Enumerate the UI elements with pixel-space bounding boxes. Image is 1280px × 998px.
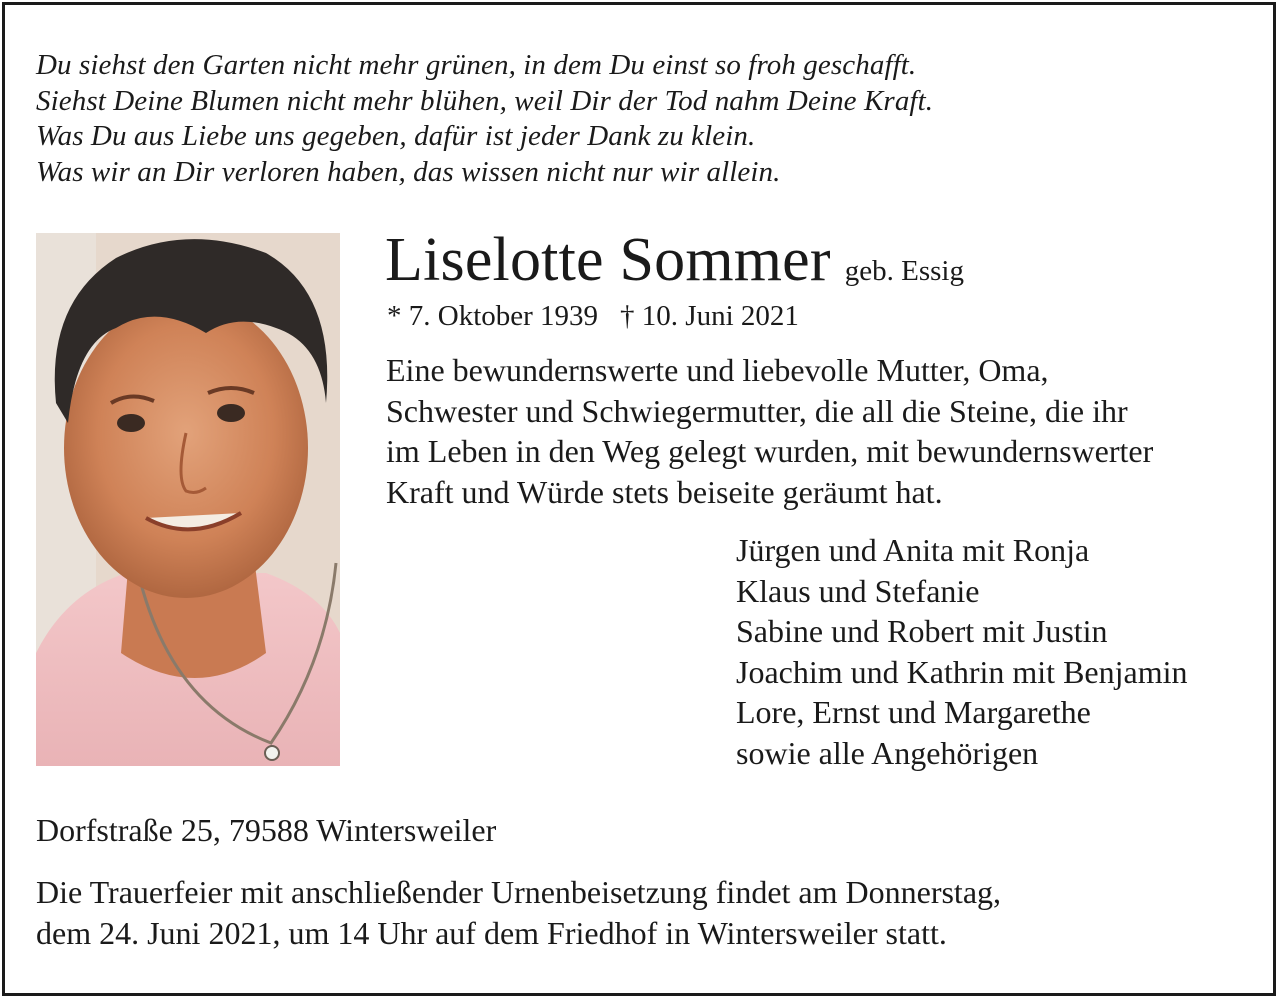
mourner-line: sowie alle Angehörigen: [736, 734, 1039, 771]
tribute-line: Kraft und Würde stets beiseite geräumt hat.: [386, 473, 943, 510]
poem-line: Siehst Deine Blumen nicht mehr blühen, weil Dir der Tod nahm Deine Kraft.: [36, 84, 934, 117]
mourner-line: Joachim und Kathrin mit Benjamin: [736, 653, 1188, 690]
funeral-line: dem 24. Juni 2021, um 14 Uhr auf dem Friedhof in Wintersweiler statt.: [36, 915, 947, 951]
deceased-name: Liselotte Sommer: [385, 226, 831, 294]
maiden-name: geb. Essig: [844, 255, 964, 287]
deceased-heading: [385, 220, 964, 300]
mourner-line: Jürgen und Anita mit Ronja: [736, 532, 1090, 568]
mourners-list: [736, 530, 1187, 773]
mourner-line: Sabine und Robert mit Justin: [736, 613, 1108, 649]
funeral-notice: [36, 872, 1001, 954]
tribute-line: Schwester und Schwiegermutter, die all die Steine, die ihr: [386, 392, 1128, 429]
birth-date: * 7. Oktober 1939: [387, 300, 599, 332]
life-dates: [387, 298, 799, 334]
tribute-text: [386, 350, 1153, 512]
mourner-line: Klaus und Stefanie: [736, 572, 980, 609]
funeral-line: Die Trauerfeier mit anschließender Urnenbeisetzung findet am Donnerstag,: [36, 874, 1002, 910]
mourners-address: Dorfstraße 25, 79588 Wintersweiler: [36, 812, 497, 848]
death-date: † 10. Juni 2021: [620, 300, 799, 332]
tribute-line: Eine bewundernswerte und liebevolle Mutter, Oma,: [386, 352, 1049, 388]
poem-line: Was Du aus Liebe uns gegeben, dafür ist jeder Dank zu klein.: [36, 120, 756, 152]
portrait-illustration: [36, 233, 340, 766]
mourner-line: Lore, Ernst und Margarethe: [736, 694, 1091, 730]
portrait-photo: [36, 233, 340, 766]
poem-line: Du siehst den Garten nicht mehr grünen, in dem Du einst so froh geschafft.: [36, 49, 917, 81]
tribute-line: im Leben in den Weg gelegt wurden, mit bewundernswerter: [386, 433, 1154, 469]
memorial-poem: [36, 48, 933, 190]
poem-line: Was wir an Dir verloren haben, das wissen nicht nur wir allein.: [36, 155, 781, 188]
